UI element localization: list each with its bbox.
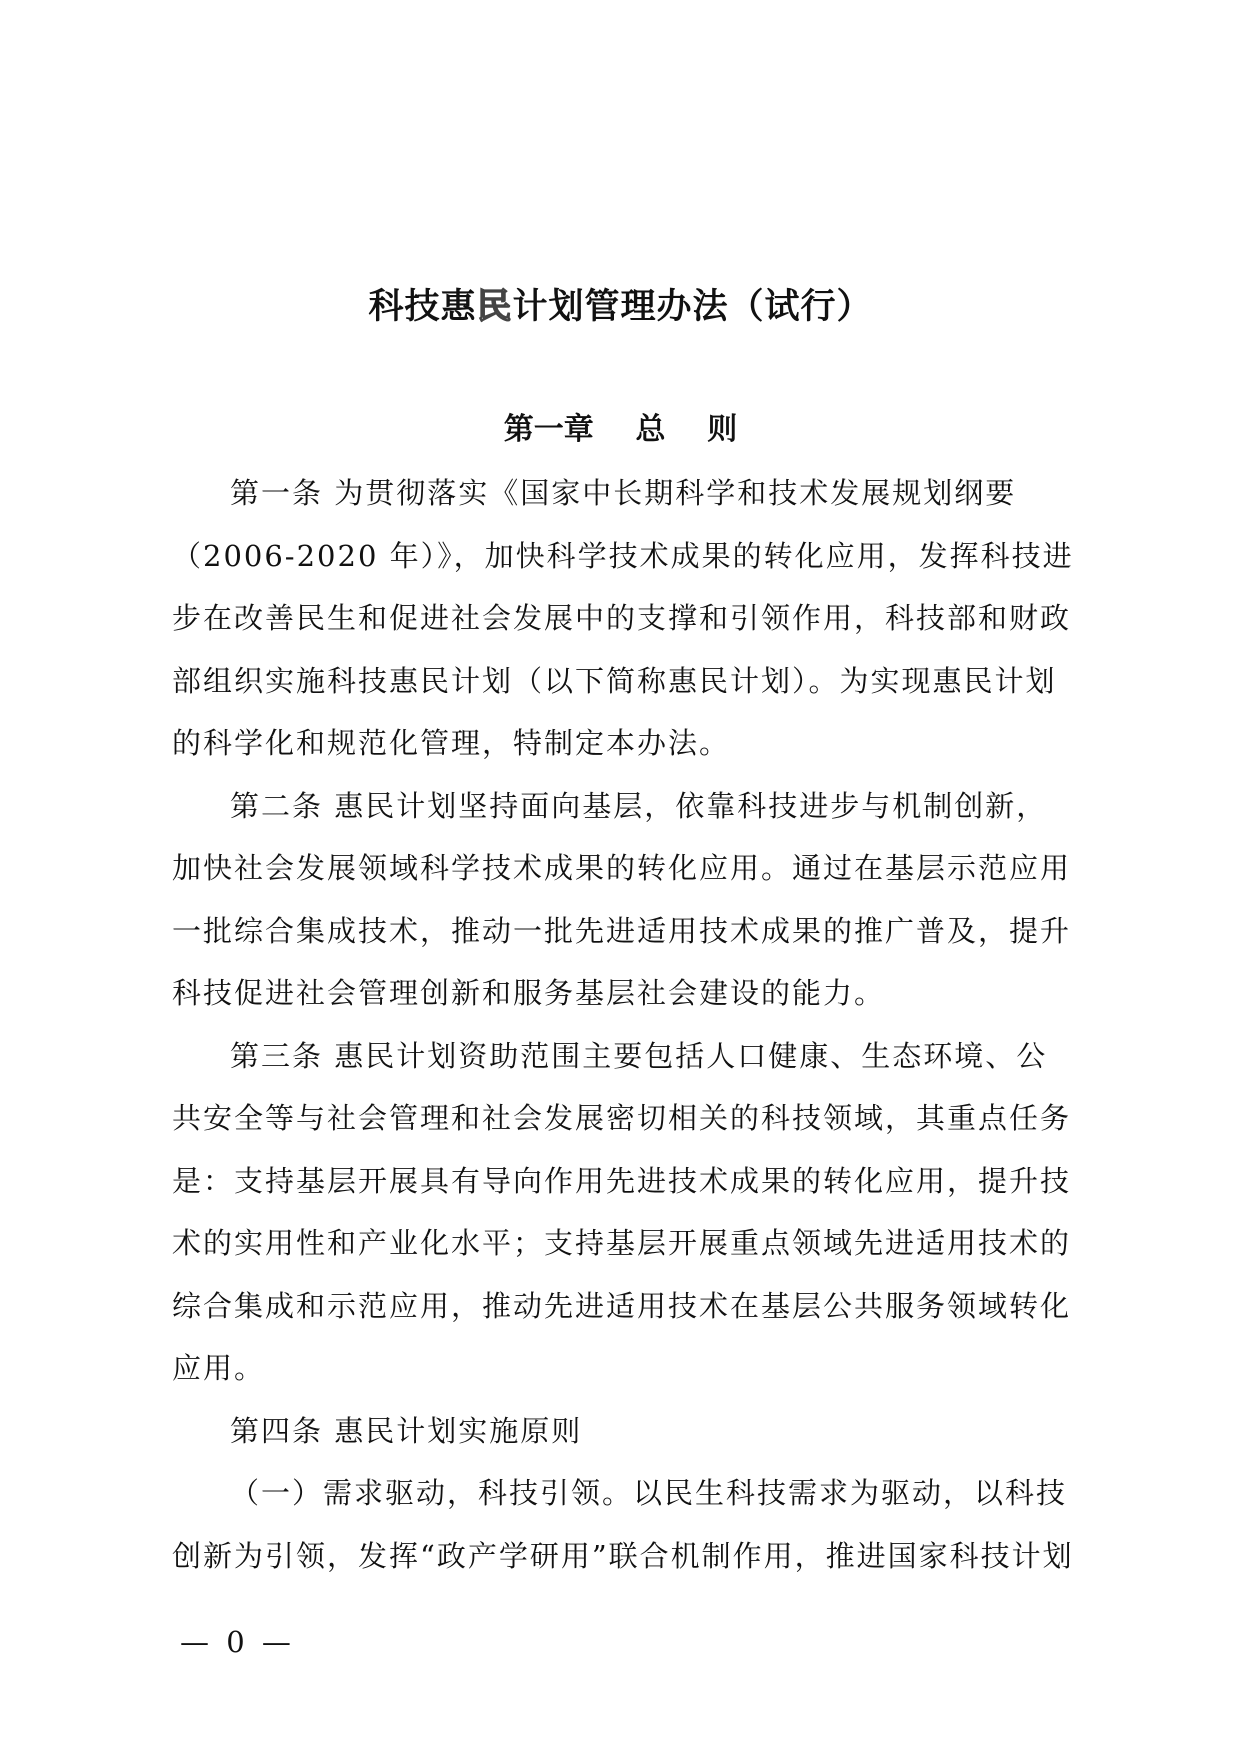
page-number: — 0 — [180, 1625, 295, 1659]
text-line: （2006-2020 年）》，加快科学技术成果的转化应用，发挥科技进 [172, 538, 1074, 573]
text-line: 共安全等与社会管理和社会发展密切相关的科技领域，其重点任务 [172, 1101, 1072, 1135]
chapter-heading: 第一章 总 则 [503, 412, 738, 447]
text-line: 创新为引领，发挥“政产学研用”联合机制作用，推进国家科技计划 [172, 1538, 1074, 1573]
text-line: 一批综合集成技术，推动一批先进适用技术成果的推广普及，提升 [172, 913, 1072, 948]
title-part-3: 计划管理办法（试行） [512, 286, 873, 327]
text-line: 综合集成和示范应用，推动先进适用技术在基层公共服务领域转化 [172, 1288, 1072, 1323]
text-line: 术的实用性和产业化水平；支持基层开展重点领域先进适用技术的 [172, 1226, 1072, 1260]
title-part-2: 民 [476, 286, 513, 327]
body-text [172, 462, 1072, 1587]
text-line: 第二条 惠民计划坚持面向基层，依靠科技进步与机制创新， [230, 788, 1048, 823]
text-line: 第四条 惠民计划实施原则 [230, 1413, 583, 1448]
article-3 [172, 1025, 1072, 1400]
text-line: 部组织实施科技惠民计划（以下简称惠民计划）。为实现惠民计划 [172, 663, 1057, 698]
text-line: 是：支持基层开展具有导向作用先进技术成果的转化应用，提升技 [172, 1163, 1072, 1198]
text-line: 第一条 为贯彻落实《国家中长期科学和技术发展规划纲要 [230, 476, 1017, 510]
article-4-item-1 [172, 1462, 1072, 1587]
document-title [0, 282, 1241, 332]
article-2 [172, 775, 1072, 1025]
text-line: （一）需求驱动，科技引领。以民生科技需求为驱动，以科技 [230, 1476, 1068, 1510]
article-4 [172, 1400, 1072, 1463]
text-line: 的科学化和规范化管理，特制定本办法。 [172, 726, 731, 760]
text-line: 加快社会发展领域科学技术成果的转化应用。通过在基层示范应用 [172, 851, 1072, 885]
text-line: 科技促进社会管理创新和服务基层社会建设的能力。 [172, 976, 886, 1010]
article-1 [172, 462, 1072, 775]
text-line: 应用。 [172, 1351, 266, 1385]
text-line: 第三条 惠民计划资助范围主要包括人口健康、生态环境、公 [230, 1038, 1048, 1073]
title-part-1: 科技惠 [368, 286, 477, 327]
text-line: 步在改善民生和促进社会发展中的支撑和引领作用，科技部和财政 [172, 601, 1072, 635]
